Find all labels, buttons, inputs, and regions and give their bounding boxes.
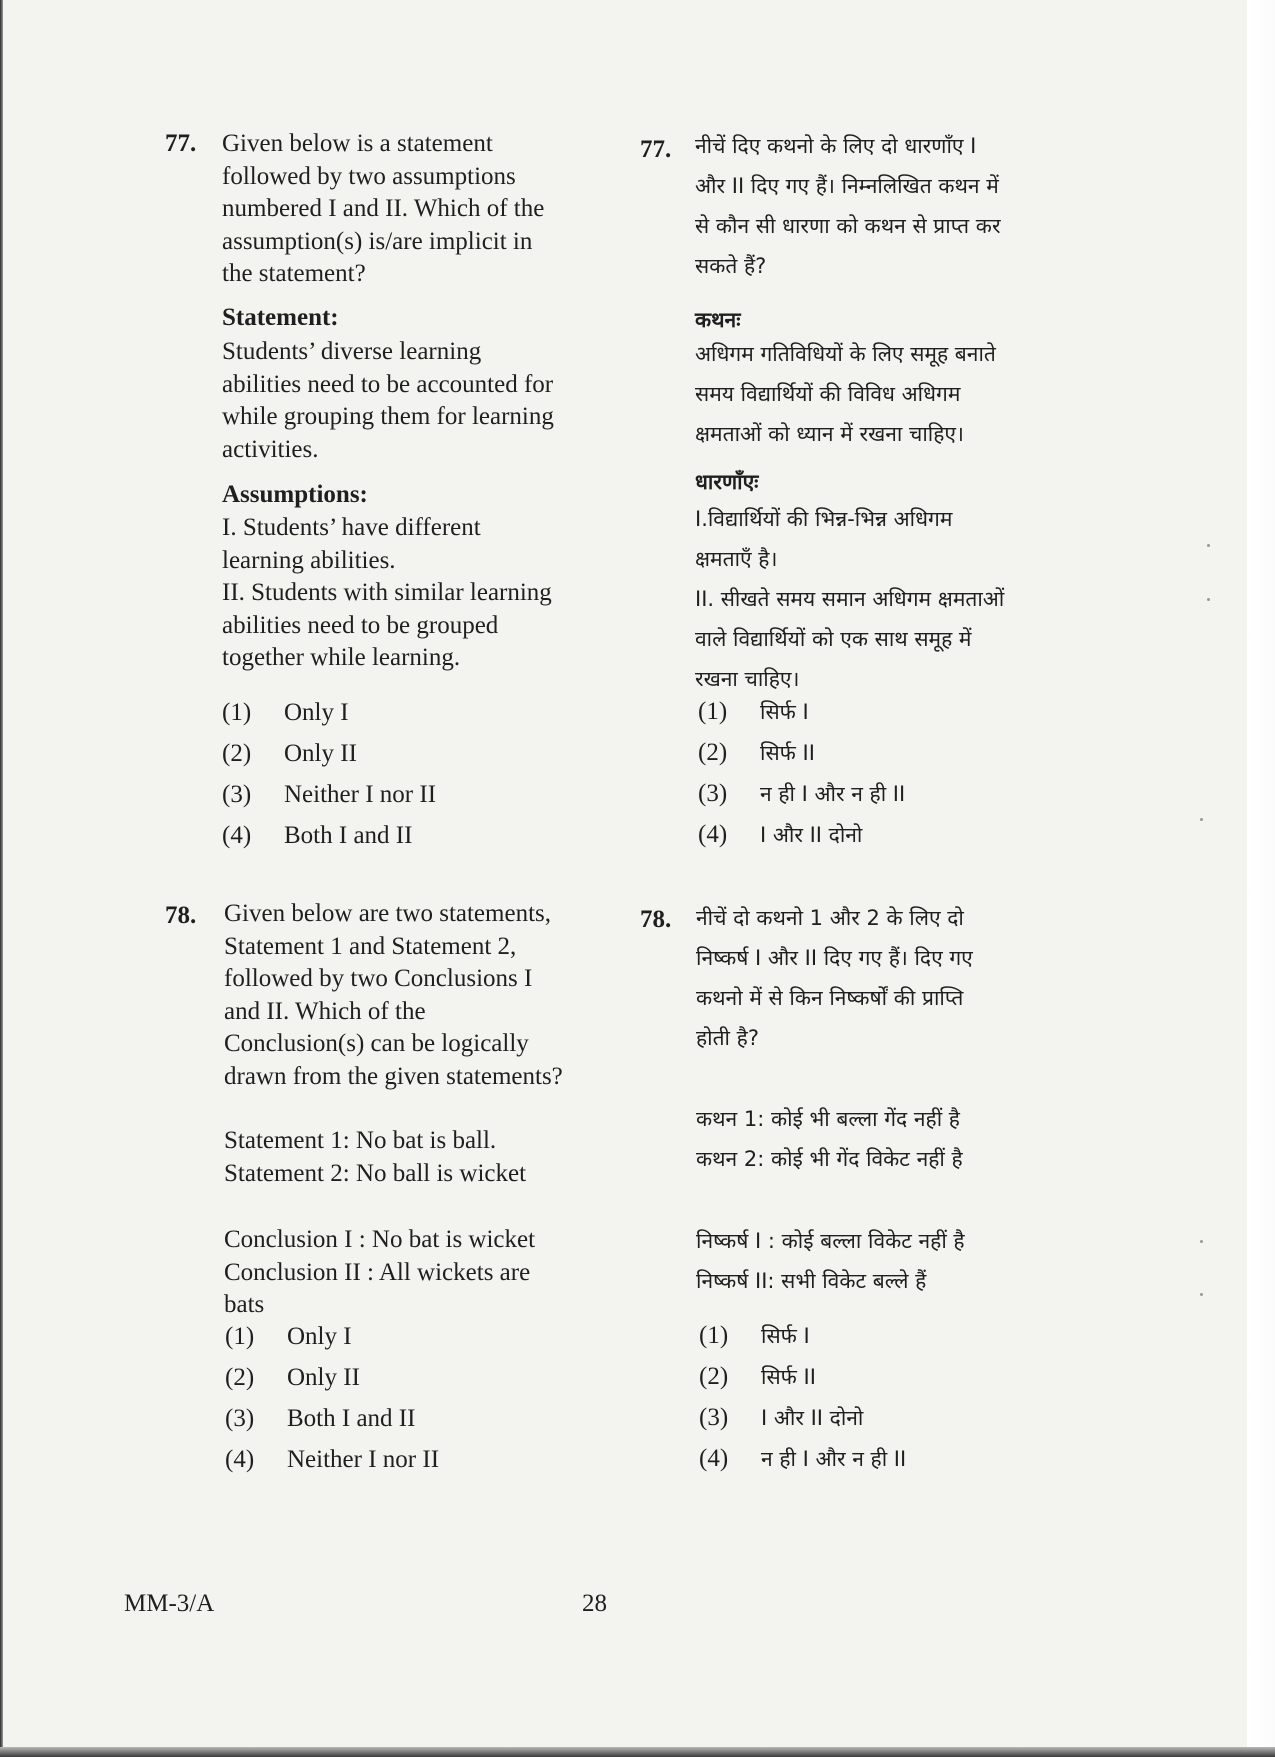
assumptions-text: I.विद्यार्थियों की भिन्न-भिन्न अधिगम क्षमताएँ है। II. सीखते समय समान अधिगम क्षमताओं वाले विद्यार्थियों को एक साथ समूह में रखना चाहिए। [695, 507, 1005, 691]
option-label: सिर्फ I [760, 700, 809, 724]
option-number: (3) [698, 780, 728, 807]
statement-text: अधिगम गतिविधियों के लिए समूह बनाते समय विद्यार्थियों की विविध अधिगम क्षमताओं को ध्यान में रखना चाहिए। [695, 342, 996, 446]
question-text: नीचें दिए कथनो के लिए दो धारणाँए I और II दिए गए हैं। निम्नलिखित कथन में से कौन सी धारणा को कथन से प्राप्त कर सकते हैं? [695, 134, 1001, 278]
assumptions-text: I. Students’ have different learning abilities. II. Students with similar learning abilities need to be grouped together while learning. [222, 514, 552, 671]
scan-speck [1207, 598, 1210, 601]
option-number: (1) [699, 1322, 729, 1349]
option-1[interactable] [698, 698, 809, 726]
statement-heading: कथनः [695, 308, 741, 332]
statements-text: कथन 1: कोई भी बल्ला गेंद नहीं है कथन 2: कोई भी गेंद विकेट नहीं है [696, 1107, 963, 1171]
paper-code: MM-3/A [124, 1590, 215, 1617]
option-number: (2) [699, 1363, 729, 1390]
option-number: (2) [225, 1364, 255, 1391]
option-number: (2) [698, 739, 728, 766]
option-3[interactable] [699, 1404, 863, 1432]
statement-heading: Statement: [222, 304, 339, 331]
option-4[interactable] [225, 1446, 439, 1474]
statement-text: Students’ diverse learning abilities need to be accounted for while grouping them for learning activities. [222, 338, 554, 463]
option-number: (1) [225, 1323, 255, 1350]
option-label: सिर्फ II [761, 1365, 816, 1389]
option-label: न ही I और न ही II [761, 1447, 907, 1471]
scan-speck [1200, 1293, 1203, 1296]
option-label: Neither I nor II [287, 1446, 440, 1473]
option-3[interactable] [698, 780, 905, 808]
option-number: (1) [698, 698, 728, 725]
question-number: 78. [640, 906, 672, 933]
option-number: (4) [698, 821, 728, 848]
option-4[interactable] [699, 1445, 906, 1473]
question-number: 77. [640, 136, 672, 163]
option-2[interactable] [698, 739, 815, 767]
question-number: 77. [165, 130, 197, 157]
question-number: 78. [165, 902, 197, 929]
option-label: Only II [287, 1364, 360, 1391]
scan-bottom-edge [0, 1747, 1275, 1757]
scan-left-edge [0, 0, 3, 1757]
option-4[interactable] [698, 821, 862, 849]
option-number: (3) [222, 781, 252, 808]
option-label: Only I [284, 699, 349, 726]
option-label: सिर्फ II [760, 741, 815, 765]
option-label: सिर्फ I [761, 1324, 810, 1348]
option-label: Only II [284, 740, 357, 767]
option-number: (4) [222, 822, 252, 849]
option-number: (1) [222, 699, 252, 726]
page-number: 28 [582, 1590, 607, 1617]
option-number: (4) [225, 1446, 255, 1473]
option-label: Both I and II [284, 822, 413, 849]
option-4[interactable] [222, 822, 412, 850]
scan-speck [1200, 818, 1203, 821]
option-2[interactable] [699, 1363, 816, 1391]
option-3[interactable] [222, 781, 436, 809]
option-label: Only I [287, 1323, 352, 1350]
option-1[interactable] [222, 699, 349, 727]
assumptions-heading: Assumptions: [222, 481, 368, 508]
conclusions-text: निष्कर्ष I : कोई बल्ला विकेट नहीं है निष्कर्ष II: सभी विकेट बल्ले हैं [696, 1229, 965, 1293]
option-number: (3) [225, 1405, 255, 1432]
option-label: I और II दोनो [760, 823, 863, 847]
option-label: Both I and II [287, 1405, 416, 1432]
option-label: I और II दोनो [761, 1406, 864, 1430]
option-label: Neither I nor II [284, 781, 437, 808]
question-text: Given below are two statements, Statement 1 and Statement 2, followed by two Conclusions I and II. Which of the Conclusion(s) can be logically drawn from the given statements? [224, 900, 563, 1090]
option-1[interactable] [225, 1323, 352, 1351]
scan-speck [1207, 544, 1210, 547]
option-number: (3) [699, 1404, 729, 1431]
assumptions-heading: धारणाँएः [695, 470, 759, 494]
scan-speck [1200, 1240, 1203, 1243]
question-text: Given below is a statement followed by two assumptions numbered I and II. Which of the assumption(s) is/are implicit in the statement? [222, 130, 545, 287]
conclusions-text: Conclusion I : No bat is wicket Conclusion II : All wickets are bats [224, 1226, 536, 1318]
option-2[interactable] [225, 1364, 360, 1392]
option-2[interactable] [222, 740, 357, 768]
question-text: नीचें दो कथनो 1 और 2 के लिए दो निष्कर्ष I और II दिए गए हैं। दिए गए कथनो में से किन निष्कर्षों की प्राप्ति होती है? [696, 906, 973, 1050]
scan-right-edge [1247, 0, 1275, 1757]
option-1[interactable] [699, 1322, 810, 1350]
option-number: (2) [222, 740, 252, 767]
option-3[interactable] [225, 1405, 415, 1433]
statements-text: Statement 1: No bat is ball. Statement 2: No ball is wicket [224, 1127, 527, 1187]
option-number: (4) [699, 1445, 729, 1472]
option-label: न ही I और न ही II [760, 782, 906, 806]
